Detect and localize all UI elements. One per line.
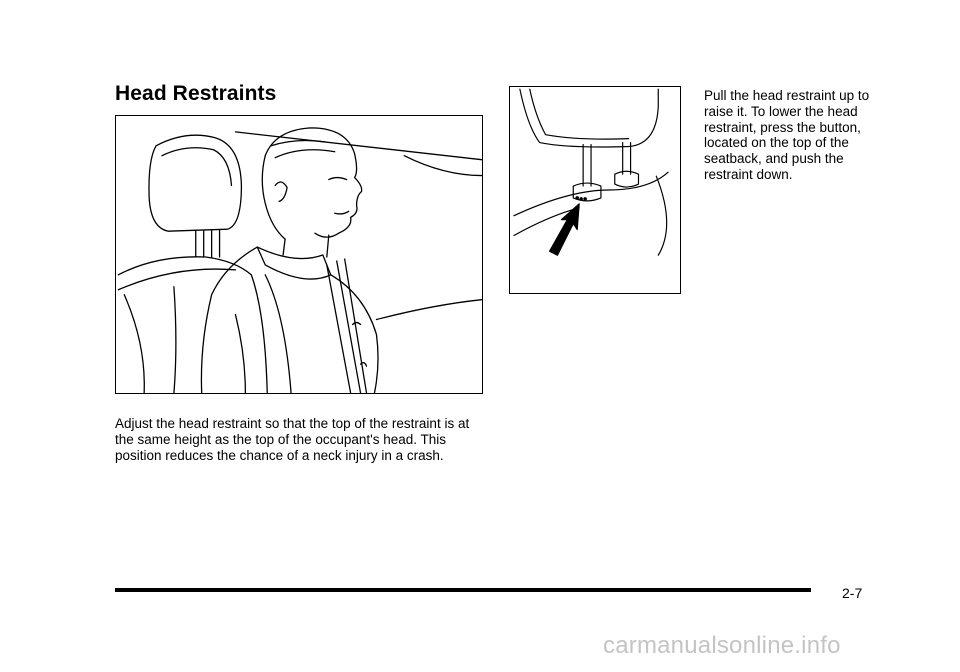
raise-lower-instructions-paragraph: Pull the head restraint up to raise it. To lower the head restraint, press the button, located on the top of the seatback, and push the restraint down.: [704, 88, 870, 182]
watermark: carmanualsonline.info: [603, 632, 841, 659]
driver-head-restraint-illustration: [115, 115, 483, 394]
section-title: Head Restraints: [115, 82, 277, 105]
head-restraint-button-illustration: [509, 86, 681, 294]
adjust-instructions-paragraph: Adjust the head restraint so that the top of the restraint is at the same height as the top of the occupant's head. This position reduces the chance of a neck injury in a crash.: [115, 416, 470, 463]
footer-rule: [115, 588, 811, 592]
page-number: 2-7: [842, 585, 863, 601]
